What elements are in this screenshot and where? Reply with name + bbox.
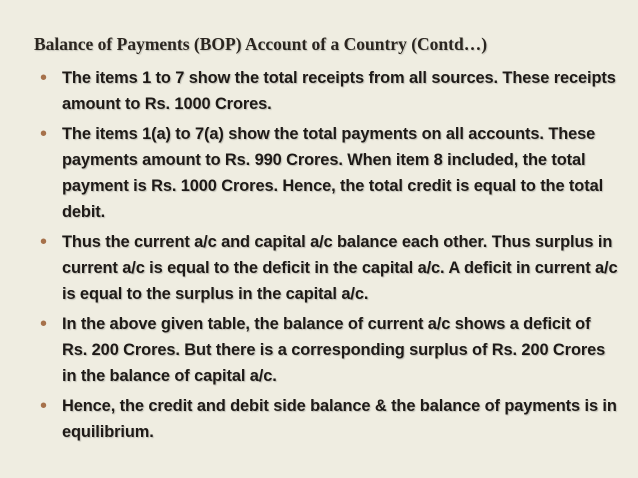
bullet-icon: • <box>40 67 48 89</box>
slide-title: Balance of Payments (BOP) Account of a Country (Contd…) <box>34 34 488 54</box>
bullet-item-5 <box>40 393 620 445</box>
bullet-icon: • <box>40 231 48 253</box>
bullet-text: Thus the current a/c and capital a/c balance each other. Thus surplus in current a/c is equal to the deficit in the capital a/c. A deficit in current a/c is equal to the surplus in the capital a/c. <box>62 233 618 303</box>
bullet-item-2 <box>40 121 620 225</box>
bullet-text: Hence, the credit and debit side balance & the balance of payments is in equilibrium. <box>62 397 617 441</box>
bullet-text: In the above given table, the balance of current a/c shows a deficit of Rs. 200 Crores. But there is a corresponding surplus of Rs. 200 Crores in the balance of capital a/c. <box>62 315 606 385</box>
bullet-text: The items 1(a) to 7(a) show the total payments on all accounts. These payments amount to Rs. 990 Crores. When item 8 included, the total payment is Rs. 1000 Crores. Hence, the total credit is equal to the total debit. <box>62 125 604 221</box>
bullet-list <box>40 65 620 449</box>
bullet-icon: • <box>40 313 48 335</box>
bullet-icon: • <box>40 395 48 417</box>
bullet-item-3 <box>40 229 620 307</box>
bullet-icon: • <box>40 123 48 145</box>
bullet-text: The items 1 to 7 show the total receipts from all sources. These receipts amount to Rs. 1000 Crores. <box>62 69 616 113</box>
bullet-item-1 <box>40 65 620 117</box>
bullet-item-4 <box>40 311 620 389</box>
